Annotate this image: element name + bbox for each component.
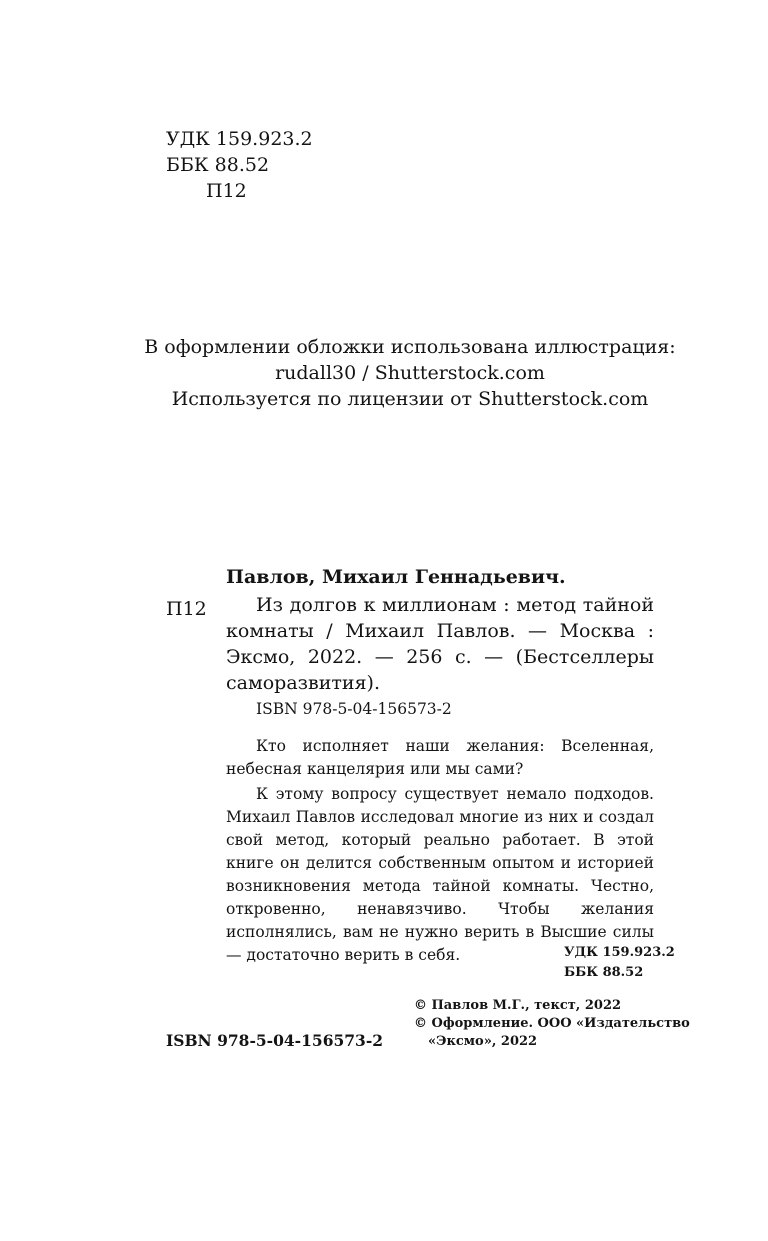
copyright-line-2: © Оформление. ООО «Издательство <box>414 1016 690 1031</box>
catalog-code: П12 <box>166 598 207 620</box>
bottom-udk-code: УДК 159.923.2 <box>564 945 675 960</box>
annotation-paragraph-2: К этому вопросу существует немало подходов. Михаил Павлов исследовал многие из них и создал свой метод, который реально работает. В этой книге он делится собственным опытом и историей возникновения метода тайной комнаты. Честно, откровенно, ненавязчиво. Чтобы желания исполнялись, вам не нужно верить в Высшие силы — достаточно верить в себя. <box>226 785 654 964</box>
author-sign: П12 <box>206 180 247 202</box>
cover-note-line-3: Используется по лицензии от Shutterstock.com <box>171 388 649 410</box>
bottom-bbk-code: ББК 88.52 <box>564 965 644 980</box>
annotation-paragraph-1: Кто исполняет наши желания: Вселенная, небесная канцелярия или мы сами? <box>226 737 654 778</box>
isbn-bottom: ISBN 978-5-04-156573-2 <box>166 1031 384 1050</box>
cover-illustration-note <box>120 334 700 412</box>
copyright-line-1: © Павлов М.Г., текст, 2022 <box>414 998 622 1013</box>
cover-note-line-2: rudall30 / Shutterstock.com <box>275 362 545 384</box>
copyright-block <box>414 997 690 1051</box>
annotation <box>226 735 654 969</box>
cover-note-line-1: В оформлении обложки использована иллюстрация: <box>144 336 676 358</box>
copyright-line-3: «Эксмо», 2022 <box>428 1034 538 1049</box>
bottom-classification-codes <box>564 943 675 983</box>
catalog-isbn: ISBN 978-5-04-156573-2 <box>256 700 452 718</box>
bbk-code: ББК 88.52 <box>166 154 270 176</box>
bibliographic-description: Из долгов к миллионам : метод тайной комнаты / Михаил Павлов. — Москва : Эксмо, 2022. — 256 с. — (Бестселлеры саморазвития). <box>226 594 654 694</box>
top-classification-codes <box>166 126 313 204</box>
catalog-author: Павлов, Михаил Геннадьевич. <box>226 566 566 588</box>
udk-code: УДК 159.923.2 <box>166 128 313 150</box>
